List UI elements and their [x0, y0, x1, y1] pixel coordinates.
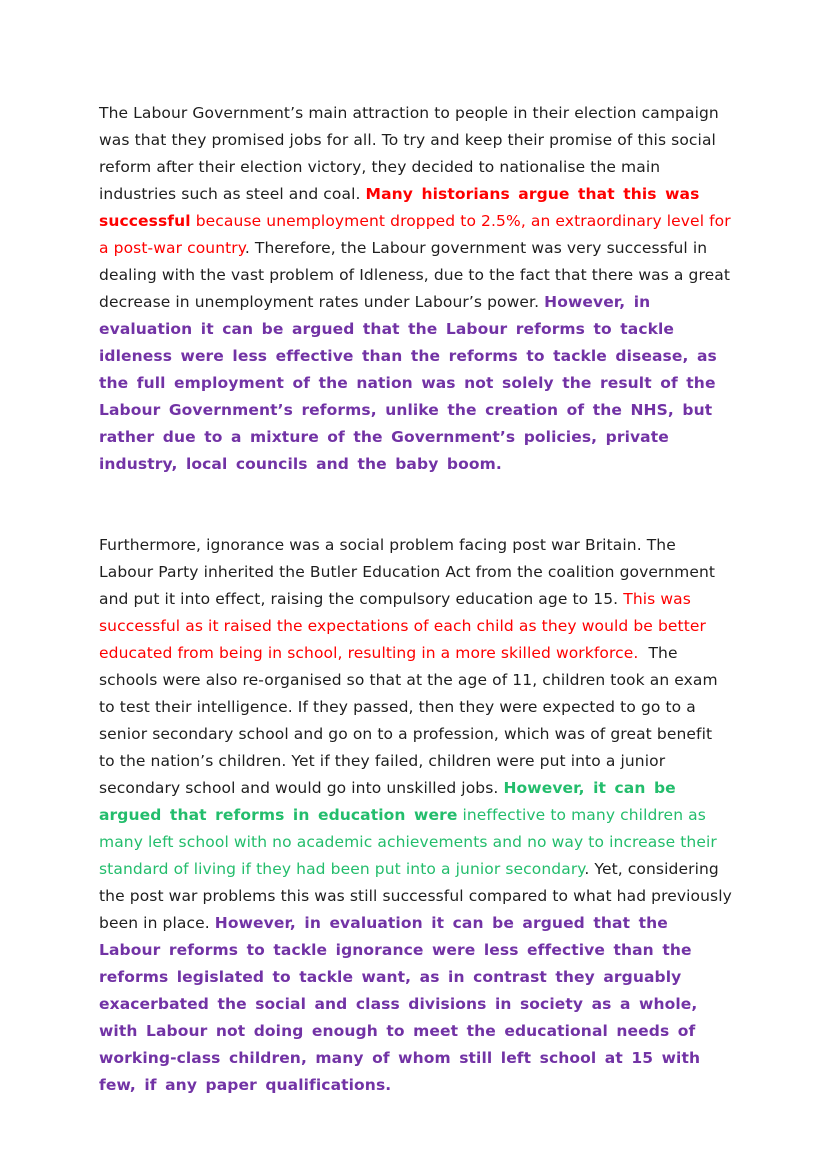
text-run-green: ineffective to many children as many left school with no academic achievements and no way to increase their standard of living if they had been put into a junior secondary [99, 806, 722, 878]
text-run-black: The Labour Government’s main attraction to people in their election campaign was that they promised jobs for all. To try and keep their promise of this social reform after their election victory, they decided to nationalise the main industries such as steel and coal. [99, 104, 724, 203]
text-run-red-bold: Many historians argue that this was successful [99, 185, 708, 230]
text-run-black: Furthermore, ignorance was a social problem facing post war Britain. The Labour Party inherited the Butler Education Act from the coalition government and put it into effect, raising the compulsory education age to 15. [99, 536, 721, 608]
text-run-red: This was successful as it raised the expectations of each child as they would be better educated from being in school, resulting in a more skilled workforce. [99, 590, 712, 662]
essay-paragraph-2 [99, 532, 737, 1099]
text-run-green-bold: However, it can be argued that reforms in education were [99, 779, 685, 824]
text-run-red: because unemployment dropped to 2.5%, an extraordinary level for a post-war country [99, 212, 736, 257]
text-run-black: The schools were also re-organised so that at the age of 11, children took an exam to test their intelligence. If they passed, then they were expected to go to a senior secondary school and go on to a profession, which was of great benefit to the nation’s children. Yet if they failed, children were put into a junior secondary school and would go into unskilled jobs. [99, 644, 723, 797]
text-run-purple-bold: However, in evaluation it can be argued that the Labour reforms to tackle ignorance were less effective than the reforms legislated to tackle want, as in contrast they arguably exacerbated the social and class divisions in society as a whole, with Labour not doing enough to meet the educational needs of working-class children, many of whom still left school at 15 with few, if any paper qualifications. [99, 914, 709, 1094]
essay-paragraph-1 [99, 100, 736, 478]
text-run-black: . Therefore, the Labour government was very successful in dealing with the vast problem of Idleness, due to the fact that there was a great decrease in unemployment rates under Labour’s power. [99, 239, 736, 311]
text-run-purple-bold: However, in evaluation it can be argued that the Labour reforms to tackle idleness were less effective than the reforms to tackle disease, as the full employment of the nation was not solely the result of the Labour Government’s reforms, unlike the creation of the NHS, but rather due to a mixture of the Government’s policies, private industry, local councils and the baby boom. [99, 293, 726, 473]
text-run-black: . Yet, considering the post war problems this was still successful compared to what had previously been in place. [99, 860, 737, 932]
